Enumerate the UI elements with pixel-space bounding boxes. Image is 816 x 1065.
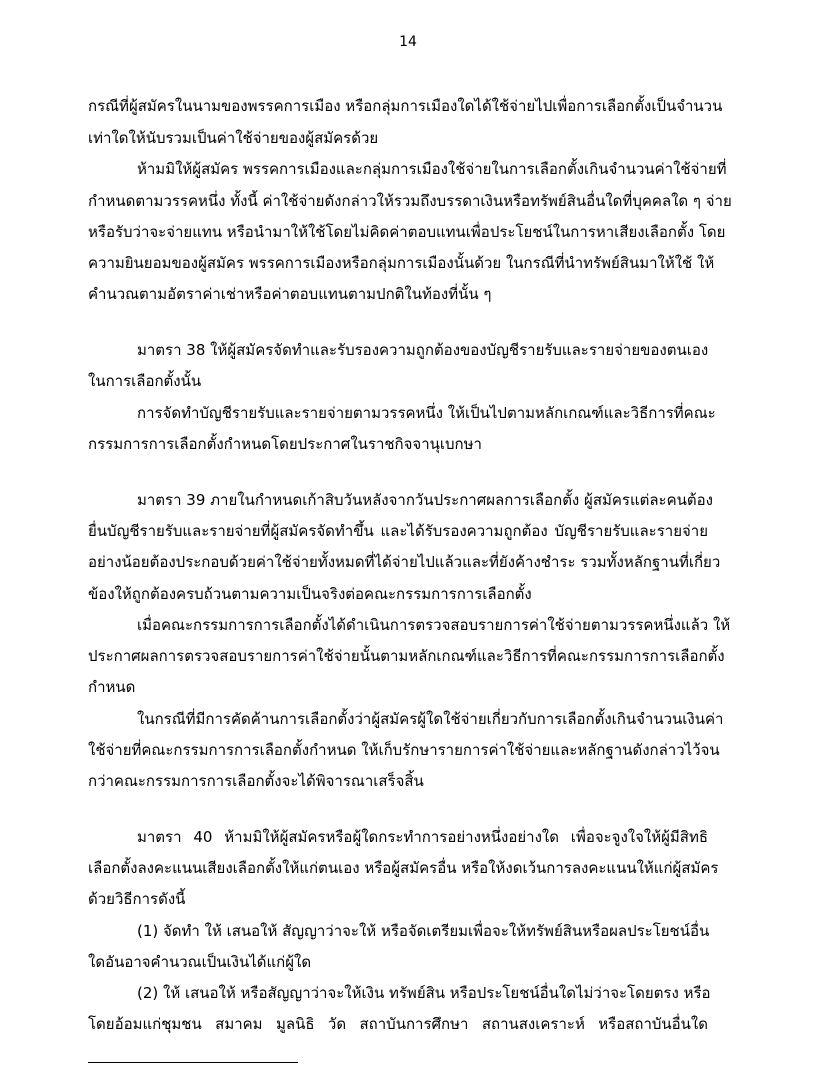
paragraph-line: กว่าคณะกรรมการการเลือกตั้งจะได้พิจารณาเสร็จสิ้น bbox=[88, 772, 424, 790]
paragraph-line: เมื่อคณะกรรมการการเลือกตั้งได้ดำเนินการตรวจสอบรายการค่าใช้จ่ายตามวรรคหนึ่งแล้ว ให้ bbox=[137, 616, 731, 634]
section-40-heading-line: มาตรา 40 ห้ามมิให้ผู้สมัครหรือผู้ใดกระทำการอย่างหนึ่งอย่างใด เพื่อจะจูงใจให้ผู้มีสิทธิ bbox=[137, 828, 708, 846]
paragraph-line: การจัดทำบัญชีรายรับและรายจ่ายตามวรรคหนึ่ง ให้เป็นไปตามหลักเกณฑ์และวิธีการที่คณะ bbox=[137, 404, 716, 422]
paragraph-line: หรือรับว่าจะจ่ายแทน หรือนำมาให้ใช้โดยไม่คิดค่าตอบแทนเพื่อประโยชน์ในการหาเสียงเลือกตั้ง โดย bbox=[88, 223, 726, 241]
paragraph-line: ความยินยอมของผู้สมัคร พรรคการเมืองหรือกลุ่มการเมืองนั้นด้วย ในกรณีที่นำทรัพย์สินมาให้ใช้ ให้ bbox=[88, 254, 715, 272]
paragraph-line: กรรมการการเลือกตั้งกำหนดโดยประกาศในราชกิจจานุเบกษา bbox=[88, 435, 482, 453]
page-number: 14 bbox=[399, 34, 417, 50]
paragraph-line: ประกาศผลการตรวจสอบรายการค่าใช้จ่ายนั้นตามหลักเกณฑ์และวิธีการที่คณะกรรมการการเลือกตั้ง bbox=[88, 647, 725, 665]
paragraph-line: ในการเลือกตั้งนั้น bbox=[88, 372, 202, 390]
paragraph-line: ข้องให้ถูกต้องครบถ้วนตามความเป็นจริงต่อคณะกรรมการการเลือกตั้ง bbox=[88, 585, 532, 603]
paragraph-line: โดยอ้อมแก่ชุมชน สมาคม มูลนิธิ วัด สถาบันการศึกษา สถานสงเคราะห์ หรือสถาบันอื่นใด bbox=[88, 1015, 708, 1033]
paragraph-line: กำหนด bbox=[88, 678, 136, 696]
paragraph-line: ห้ามมิให้ผู้สมัคร พรรคการเมืองและกลุ่มการเมืองใช้จ่ายในการเลือกตั้งเกินจำนวนค่าใช้จ่ายที่ bbox=[137, 160, 727, 178]
paragraph-line: เท่าใดให้นับรวมเป็นค่าใช้จ่ายของผู้สมัครด้วย bbox=[88, 129, 379, 147]
paragraph-line: ในกรณีที่มีการคัดค้านการเลือกตั้งว่าผู้สมัครผู้ใดใช้จ่ายเกี่ยวกับการเลือกตั้งเกินจำนวนเงินค่า bbox=[137, 710, 724, 728]
paragraph-line: กำหนดตามวรรคหนึ่ง ทั้งนี้ ค่าใช้จ่ายดังกล่าวให้รวมถึงบรรดาเงินหรือทรัพย์สินอื่นใดที่บุคคลใด ๆ จ่าย bbox=[88, 192, 732, 210]
paragraph-line: ใช้จ่ายที่คณะกรรมการการเลือกตั้งกำหนด ให้เก็บรักษารายการค่าใช้จ่ายและหลักฐานดังกล่าวไว้จน bbox=[88, 741, 720, 759]
list-item-line: (2) ให้ เสนอให้ หรือสัญญาว่าจะให้เงิน ทรัพย์สิน หรือประโยชน์อื่นใดไม่ว่าจะโดยตรง หรือ bbox=[137, 984, 711, 1002]
paragraph-line: ด้วยวิธีการดังนี้ bbox=[88, 890, 186, 908]
list-item-line: (1) จัดทำ ให้ เสนอให้ สัญญาว่าจะให้ หรือจัดเตรียมเพื่อจะให้ทรัพย์สินหรือผลประโยชน์อื่น bbox=[137, 922, 710, 940]
paragraph-line: คำนวณตามอัตราค่าเช่าหรือค่าตอบแทนตามปกติในท้องที่นั้น ๆ bbox=[88, 285, 492, 303]
section-38-heading-line: มาตรา 38 ให้ผู้สมัครจัดทำและรับรองความถูกต้องของบัญชีรายรับและรายจ่ายของตนเอง bbox=[137, 341, 709, 359]
paragraph-line: เลือกตั้งลงคะแนนเสียงเลือกตั้งให้แก่ตนเอง หรือผู้สมัครอื่น หรือให้งดเว้นการลงคะแนนให้แก่ผู้สมัคร bbox=[88, 859, 719, 877]
paragraph-line: กรณีที่ผู้สมัครในนามของพรรคการเมือง หรือกลุ่มการเมืองใดได้ใช้จ่ายไปเพื่อการเลือกตั้งเป็นจำนวน bbox=[88, 97, 723, 115]
footnote-divider bbox=[88, 1062, 298, 1063]
section-39-heading-line: มาตรา 39 ภายในกำหนดเก้าสิบวันหลังจากวันประกาศผลการเลือกตั้ง ผู้สมัครแต่ละคนต้อง bbox=[137, 491, 713, 509]
paragraph-line: อย่างน้อยต้องประกอบด้วยค่าใช้จ่ายทั้งหมดที่ได้จ่ายไปแล้วและที่ยังค้างชำระ รวมทั้งหลักฐานที่เกี่ยว bbox=[88, 553, 721, 571]
paragraph-line: ยื่นบัญชีรายรับและรายจ่ายที่ผู้สมัครจัดทำขึ้น และได้รับรองความถูกต้อง บัญชีรายรับและรายจ่าย bbox=[88, 522, 708, 540]
paragraph-line: ใดอันอาจคำนวณเป็นเงินได้แก่ผู้ใด bbox=[88, 953, 312, 971]
